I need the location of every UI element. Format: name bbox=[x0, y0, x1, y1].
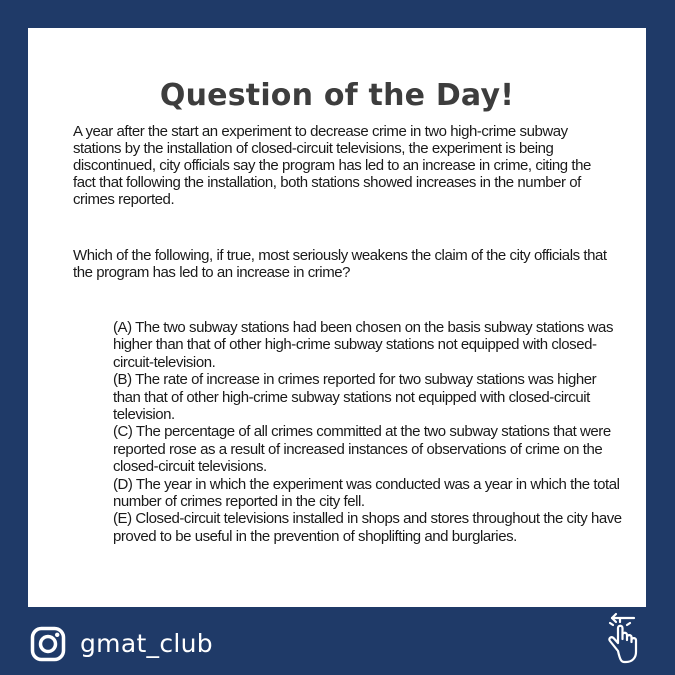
swipe-hand-icon bbox=[600, 611, 646, 669]
answer-options bbox=[113, 319, 623, 545]
question-passage: A year after the start an experiment to decrease crime in two high-crime subway stations by the installation of closed-circuit televisions, the experiment is being discontinued, city officials say the program has led to an increase in crime, citing the fact that following the installation, both stations showed increases in the number of crimes reported. bbox=[73, 123, 591, 208]
page-title: Question of the Day! bbox=[159, 78, 515, 113]
answer-option-d: (D) The year in which the experiment was conducted was a year in which the total number of crimes reported in the city fell. bbox=[113, 475, 620, 511]
question-card bbox=[28, 28, 646, 607]
instagram-icon[interactable] bbox=[30, 626, 66, 662]
answer-option-b: (B) The rate of increase in crimes reported for two subway stations was higher than that of other high-crime subway stations not equipped with closed-circuit television. bbox=[113, 371, 597, 424]
social-handle[interactable]: gmat_club bbox=[80, 629, 213, 658]
footer bbox=[0, 607, 675, 675]
question-stem: Which of the following, if true, most seriously weakens the claim of the city officials that the program has led to an increase in crime? bbox=[73, 247, 607, 281]
answer-option-c: (C) The percentage of all crimes committed at the two subway stations that were reported rose as a result of increased instances of observations of crime on the closed-circuit televisions. bbox=[113, 423, 611, 476]
answer-option-a: (A) The two subway stations had been chosen on the basis subway stations was higher than that of other high-crime subway stations not equipped with closed-circuit-television. bbox=[113, 319, 613, 371]
answer-option-e: (E) Closed-circuit televisions installed in shops and stores throughout the city have proved to be useful in the prevention of shoplifting and burglaries. bbox=[113, 510, 622, 545]
